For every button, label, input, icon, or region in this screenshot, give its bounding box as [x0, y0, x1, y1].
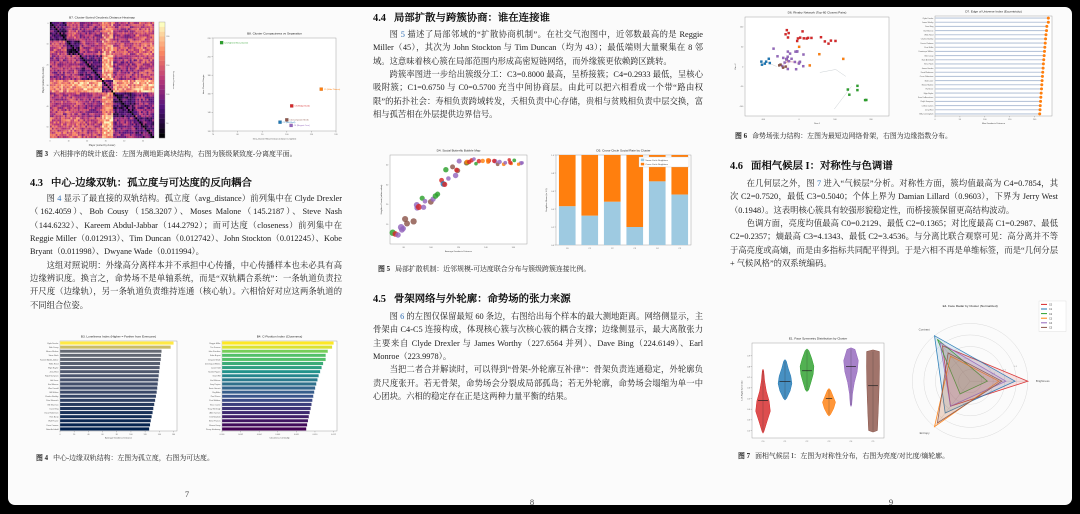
svg-text:0.3: 0.3	[747, 419, 750, 422]
svg-text:-100: -100	[760, 118, 766, 121]
svg-text:C1 (Mid Shell): C1 (Mid Shell)	[282, 121, 296, 124]
svg-text:Tim Duncan: Tim Duncan	[210, 347, 221, 350]
svg-text:70: 70	[211, 134, 215, 137]
svg-text:Dim-1: Dim-1	[814, 123, 820, 125]
svg-text:Average Geodesic Distance: Average Geodesic Distance	[444, 251, 473, 253]
figure3-caption	[36, 148, 356, 158]
svg-text:C2: C2	[610, 247, 614, 250]
svg-text:0.5: 0.5	[747, 398, 750, 401]
svg-text:10: 10	[46, 43, 49, 46]
svg-text:0: 0	[934, 118, 936, 121]
svg-text:Ray Allen: Ray Allen	[212, 392, 221, 395]
svg-text:Dennis Rodman: Dennis Rodman	[920, 42, 934, 45]
svg-text:Allen Iverson: Allen Iverson	[209, 412, 221, 415]
svg-text:Pete Maravich: Pete Maravich	[46, 400, 59, 403]
svg-text:0.006: 0.006	[275, 433, 281, 436]
svg-text:10: 10	[67, 140, 70, 143]
svg-text:Karl Malone: Karl Malone	[210, 379, 221, 382]
svg-text:100: 100	[285, 134, 289, 137]
svg-text:Nate Archibald: Nate Archibald	[921, 59, 934, 62]
svg-text:100: 100	[429, 246, 433, 249]
section-4-3-body	[30, 192, 342, 312]
figure5-caption-label: 图 5	[378, 266, 391, 273]
svg-text:Moses Malone: Moses Malone	[46, 351, 59, 354]
svg-text:200: 200	[166, 35, 170, 38]
svg-text:0.4: 0.4	[992, 373, 995, 376]
svg-text:50: 50	[141, 140, 144, 143]
svg-text:0: 0	[47, 23, 49, 25]
figure-reference-link[interactable]: 4	[57, 194, 62, 203]
section-4-4-heading	[373, 9, 550, 24]
svg-text:0.2: 0.2	[747, 430, 750, 433]
svg-text:100: 100	[983, 118, 987, 121]
svg-text:0.8: 0.8	[551, 172, 554, 175]
svg-text:0.004: 0.004	[256, 433, 262, 436]
section-4-5-body	[373, 310, 703, 403]
section-4-5-heading	[373, 290, 571, 305]
svg-text:120: 120	[334, 134, 338, 137]
svg-text:Earl Monroe: Earl Monroe	[923, 30, 934, 33]
svg-text:Billy Cunningham: Billy Cunningham	[919, 113, 934, 116]
svg-text:Dim-2: Dim-2	[735, 63, 737, 70]
svg-text:220: 220	[207, 37, 211, 40]
svg-text:D6. Rivalry Network (Top-60 Cl: D6. Rivalry Network (Top-60 Closest Pairs)	[787, 10, 847, 15]
section-4-6-body	[730, 177, 1058, 270]
svg-text:100: 100	[739, 26, 744, 29]
svg-text:160: 160	[171, 433, 176, 436]
body-paragraph: 图 4 显示了最直接的双轨结构。孤立度（avg_distance）前列集中在 Clyde Drexler（162.4059）、Bob Cousy（158.3207）、Moses Malone（145.2187）、Steve Nash（144.6232）、Kareem Abdul-Jabbar（144.2792）；而可达度（closeness）前列集中在 Reggie Miller（0.012913）、Tim Duncan（0.012742）、John Stockton（0.012245）、Kobe Bryant（0.011998）、Dwyane Wade（0.011994）。	[30, 194, 342, 257]
section-title: 中心-边缘双轨：孤立度与可达度的反向耦合	[51, 178, 252, 189]
svg-text:-50: -50	[740, 86, 744, 89]
svg-text:C3: C3	[633, 247, 637, 250]
svg-text:Cross-Circle Neighbors: Cross-Circle Neighbors	[645, 164, 669, 167]
svg-text:80: 80	[236, 134, 239, 137]
svg-text:David Robinson: David Robinson	[920, 71, 934, 74]
svg-text:140: 140	[157, 433, 161, 436]
svg-text:Bob Lanier: Bob Lanier	[924, 80, 934, 83]
svg-text:0: 0	[742, 66, 744, 69]
section-title: 局部扩散与跨簇协商：谁在连接谁	[394, 13, 550, 24]
svg-text:0.4: 0.4	[551, 208, 554, 211]
svg-text:50: 50	[958, 118, 962, 121]
svg-text:0.010: 0.010	[312, 433, 318, 436]
svg-text:20: 20	[86, 140, 89, 143]
svg-text:Max Geodesic Distance: Max Geodesic Distance	[981, 122, 1006, 125]
svg-text:Dominique Wilkins: Dominique Wilkins	[204, 363, 221, 366]
svg-text:0.4: 0.4	[747, 408, 750, 411]
svg-text:40: 40	[87, 433, 90, 436]
svg-text:110: 110	[309, 134, 314, 137]
svg-text:Jerry West: Jerry West	[49, 371, 59, 374]
svg-text:Contrast: Contrast	[918, 327, 930, 332]
svg-text:50: 50	[740, 46, 744, 49]
svg-text:200: 200	[869, 118, 873, 121]
svg-text:C2 (Tightest Micro-Cluster): C2 (Tightest Micro-Cluster)	[224, 42, 249, 45]
page-number: 9	[888, 497, 894, 505]
figure4-caption-label: 图 4	[36, 455, 49, 462]
svg-text:Shawn Kemp: Shawn Kemp	[209, 424, 221, 427]
svg-text:C5 (Wide Plateau): C5 (Wide Plateau)	[323, 88, 341, 91]
svg-text:120: 120	[143, 433, 147, 436]
svg-text:Charles Barkley: Charles Barkley	[920, 38, 934, 41]
svg-text:Kareem Abdul-Jabbar: Kareem Abdul-Jabbar	[40, 359, 59, 362]
figure3-caption-text: 六相排序的统计底盘：左图为测地距离块结构，右图为簇级紧致度-分离度平面。	[53, 151, 297, 158]
svg-text:C4: C4	[655, 247, 659, 250]
svg-text:C2: C2	[805, 440, 809, 443]
svg-text:Dave Bing: Dave Bing	[925, 26, 934, 29]
svg-text:Elgin Baylor: Elgin Baylor	[48, 367, 59, 370]
svg-text:LeBron James: LeBron James	[921, 105, 934, 108]
fig5-cross-circle-stacked-chart	[540, 146, 696, 258]
svg-text:Paul Pierce: Paul Pierce	[210, 396, 221, 399]
svg-text:0: 0	[798, 118, 800, 121]
fig5-bubble-map-chart	[375, 146, 532, 258]
svg-text:Steve Francis: Steve Francis	[208, 420, 221, 423]
svg-text:0.012: 0.012	[331, 433, 336, 436]
svg-text:C0 (Composite Shell): C0 (Composite Shell)	[289, 119, 309, 122]
svg-text:Average Geodesic Distance: Average Geodesic Distance	[104, 437, 133, 440]
svg-text:Dave Cowens: Dave Cowens	[46, 424, 59, 427]
svg-text:Brightness: Brightness	[1035, 379, 1050, 384]
svg-text:Oscar Robertson: Oscar Robertson	[919, 76, 934, 79]
svg-text:1.0: 1.0	[551, 154, 554, 157]
svg-text:0.6: 0.6	[747, 387, 750, 390]
svg-text:C1: C1	[588, 247, 592, 250]
svg-text:100: 100	[833, 118, 837, 121]
svg-text:Dave DeBusschere: Dave DeBusschere	[917, 96, 934, 99]
svg-text:E4. Face Radar by Cluster (Nor: E4. Face Radar by Cluster (Normalized)	[942, 304, 998, 308]
svg-text:Steve Nash: Steve Nash	[924, 63, 934, 66]
svg-text:40: 40	[385, 164, 389, 167]
svg-text:0: 0	[49, 140, 51, 143]
svg-text:Tracy McGrady: Tracy McGrady	[207, 408, 221, 411]
svg-text:Reggie Miller: Reggie Miller	[209, 342, 221, 345]
svg-text:Bob Cousy: Bob Cousy	[49, 347, 59, 350]
section-4-3-heading	[30, 174, 252, 189]
svg-text:Same-Circle Neighbors: Same-Circle Neighbors	[645, 159, 669, 162]
svg-text:30: 30	[104, 140, 107, 143]
figure-reference-link[interactable]: 7	[817, 179, 822, 188]
svg-text:Dominique Wilkins: Dominique Wilkins	[918, 51, 934, 54]
svg-text:Hal Greer: Hal Greer	[925, 88, 934, 91]
section-number: 4.4	[373, 13, 386, 24]
svg-text:Clyde Drexler: Clyde Drexler	[922, 17, 934, 20]
page-number: 7	[184, 489, 190, 499]
page-7	[8, 7, 365, 505]
svg-text:80: 80	[115, 433, 118, 436]
svg-text:Closeness Centrality: Closeness Centrality	[269, 437, 290, 440]
svg-text:Dave Bing: Dave Bing	[49, 408, 59, 411]
svg-text:Walt Frazier: Walt Frazier	[48, 420, 59, 423]
section-number: 4.5	[373, 294, 386, 305]
svg-text:James Harden: James Harden	[921, 67, 934, 70]
figure6-caption	[735, 130, 1065, 140]
svg-text:Steve Nash: Steve Nash	[48, 355, 59, 358]
svg-text:B7. Cluster-Sorted Geodesic Di: B7. Cluster-Sorted Geodesic Distance Heatmap	[69, 15, 135, 20]
svg-text:C4: C4	[849, 440, 853, 443]
svg-text:C3 (Bridge Band): C3 (Bridge Band)	[294, 105, 310, 108]
svg-text:120: 120	[207, 130, 211, 133]
figure5-caption-text: 局部扩散机制：近邻规模-可达度联合分布与簇级跨簇连接比例。	[395, 266, 591, 273]
page-9	[722, 7, 1072, 505]
fig3-heatmap-chart	[38, 12, 180, 152]
figure-reference-link[interactable]: 6	[400, 312, 405, 321]
svg-text:20: 20	[46, 64, 49, 67]
svg-text:Entropy: Entropy	[919, 431, 930, 436]
figure3-caption-label: 图 3	[36, 151, 49, 158]
svg-text:Chris Mullin: Chris Mullin	[924, 46, 934, 49]
figure4-caption-text: 中心-边缘双轨结构：左图为孤立度，右图为可达度。	[53, 455, 214, 462]
figure7-caption	[738, 450, 1068, 460]
figure5-caption	[378, 263, 708, 273]
svg-text:120: 120	[456, 246, 461, 249]
svg-text:0.002: 0.002	[238, 433, 243, 436]
svg-text:0: 0	[59, 433, 61, 436]
svg-text:C3: C3	[1049, 317, 1053, 321]
svg-text:50: 50	[166, 122, 169, 125]
section-number: 4.6	[730, 161, 743, 172]
svg-text:D4. Social Butterfly Bubble Ma: D4. Social Butterfly Bubble Map	[436, 148, 481, 153]
svg-text:0.9: 0.9	[747, 355, 750, 358]
svg-text:Geodesic Distance: Geodesic Distance	[172, 70, 174, 90]
svg-text:C4: C4	[1049, 322, 1053, 325]
pdf-canvas	[8, 7, 1072, 505]
svg-text:140: 140	[207, 112, 211, 115]
svg-text:C0: C0	[761, 440, 765, 443]
figure-reference-link[interactable]: 5	[400, 30, 405, 39]
svg-text:Bill Walton: Bill Walton	[49, 392, 59, 395]
svg-text:Inter-Cluster Margin: Inter-Cluster Margin	[203, 74, 205, 95]
svg-text:C0: C0	[1049, 303, 1053, 307]
section-4-6-heading	[730, 157, 893, 172]
section-number: 4.3	[30, 178, 43, 189]
svg-text:Ralph Sampson: Ralph Sampson	[44, 375, 59, 378]
svg-text:James Worthy: James Worthy	[921, 21, 934, 24]
svg-text:0.8: 0.8	[1014, 365, 1017, 368]
figure6-caption-label: 图 6	[735, 133, 748, 140]
svg-text:C1: C1	[783, 440, 787, 443]
figure7-caption-label: 图 7	[738, 453, 751, 460]
body-paragraph: 在几何层之外，图 7 进入“气候层”分析。对称性方面，簇均值最高为 C4=0.7854，其次 C2=0.7520，最低 C3=0.5040；个体上界为 Damian Lillard（0.9603），下界为 Jerry West（0.1948）。这表明核心簇具有较强形貌稳定性，而桥接簇保留更高结构波动。	[730, 179, 1058, 215]
svg-text:20: 20	[73, 433, 76, 436]
svg-text:10: 10	[385, 224, 389, 227]
fig3-compactness-scatter-chart	[196, 28, 342, 146]
svg-text:0.008: 0.008	[293, 433, 299, 436]
svg-text:80: 80	[402, 246, 405, 249]
svg-text:Dirk Nowitzki: Dirk Nowitzki	[209, 416, 221, 419]
svg-text:B4. C-Position Index (Closenes: B4. C-Position Index (Closeness)	[256, 334, 303, 339]
svg-text:B3. Loneliness Index (Higher =: B3. Loneliness Index (Higher = Farther from Everyone)	[80, 334, 157, 339]
svg-text:John Stockton: John Stockton	[208, 351, 221, 354]
svg-text:0.7: 0.7	[747, 376, 750, 379]
svg-text:30: 30	[46, 85, 49, 88]
svg-text:Scottie Pippen: Scottie Pippen	[208, 371, 221, 374]
svg-text:Clyde Drexler: Clyde Drexler	[46, 342, 59, 345]
svg-text:60: 60	[101, 433, 104, 436]
svg-text:40: 40	[46, 105, 49, 108]
body-paragraph: 图 5 描述了局部邻域的“扩散协商机制”。在社交气泡图中，近邻数最高的是 Reggie Miller（45），其次为 John Stockton 与 Tim Duncan（均为 43）；最低端则大量聚集在 8 邻域。这意味着核心簇在局部范围内形成高密短链网络，而外缘簇更依赖跨区跳转。	[373, 30, 703, 66]
svg-text:40: 40	[123, 140, 126, 143]
svg-text:Neighbor Count (within radius): Neighbor Count (within radius)	[381, 184, 383, 215]
svg-text:Dwyane Wade: Dwyane Wade	[208, 359, 221, 362]
svg-text:160: 160	[511, 246, 515, 249]
svg-text:100: 100	[166, 93, 170, 96]
svg-text:160: 160	[207, 93, 211, 96]
svg-text:Left-Right Symmetry: Left-Right Symmetry	[741, 380, 744, 401]
svg-text:Vince Carter: Vince Carter	[209, 404, 221, 407]
svg-text:Jason Kidd: Jason Kidd	[211, 367, 221, 370]
fig6-eccentricity-chart	[898, 8, 1060, 129]
svg-text:0.000: 0.000	[219, 433, 225, 436]
svg-text:0.2: 0.2	[551, 226, 554, 229]
figure6-caption-text: 命势场张力结构：左图为最短边网络骨架，右图为边缘指数分布。	[752, 133, 952, 140]
svg-text:180: 180	[207, 75, 211, 77]
svg-text:C3: C3	[827, 440, 831, 443]
section-title: 面相气候层 I：对称性与色调谱	[751, 161, 893, 172]
svg-text:Bob Cousy: Bob Cousy	[924, 55, 934, 58]
svg-text:Rick Barry: Rick Barry	[49, 416, 59, 419]
fig6-network-chart	[730, 8, 894, 129]
fig4-loneliness-bar-chart	[30, 332, 182, 444]
figure4-caption	[36, 452, 336, 462]
svg-text:E1. Face Symmetry Distribution: E1. Face Symmetry Distribution by Cluster	[788, 336, 848, 341]
svg-text:30: 30	[385, 184, 389, 187]
svg-text:Ralph Sampson: Ralph Sampson	[920, 101, 934, 104]
svg-text:Willis Reed: Willis Reed	[924, 34, 934, 37]
svg-text:Gary Payton: Gary Payton	[209, 383, 221, 386]
svg-text:200: 200	[207, 56, 211, 59]
svg-text:Grant Hill: Grant Hill	[212, 375, 221, 378]
svg-text:Hal Greer: Hal Greer	[50, 379, 59, 382]
svg-text:Jerry West: Jerry West	[924, 109, 934, 112]
svg-text:Bill Sharman: Bill Sharman	[47, 404, 59, 407]
svg-text:Moses Malone: Moses Malone	[921, 84, 934, 87]
svg-text:0.6: 0.6	[1003, 369, 1006, 372]
svg-text:150: 150	[1008, 118, 1012, 121]
svg-text:Chris Webber: Chris Webber	[208, 400, 221, 403]
svg-text:Penny Hardaway: Penny Hardaway	[205, 428, 221, 431]
svg-text:Wes Unseld: Wes Unseld	[48, 387, 59, 390]
svg-text:C5: C5	[1049, 326, 1053, 330]
svg-text:90: 90	[261, 134, 264, 137]
svg-text:C1: C1	[1049, 308, 1053, 312]
body-paragraph: 跨簇率图进一步给出簇级分工：C3=0.8000 最高，呈桥接簇；C4=0.2933 最低，呈核心吸附簇；C1=0.6750 与 C0=0.5700 充当中间协商层。由此可以把六相看成一个带“路由权限”的拓扑社会：寿相负责跨域转发，夭相负责中心存储，贵相与贫贱相负责中层交换，富相与孤苦相在外层提供边界信号。	[373, 70, 703, 120]
svg-text:140: 140	[484, 246, 488, 249]
svg-text:Player (sorted by cluster): Player (sorted by cluster)	[88, 144, 116, 147]
svg-text:Elgin Baylor: Elgin Baylor	[923, 92, 934, 95]
svg-text:Kevin Garnett: Kevin Garnett	[208, 387, 221, 390]
fig7-face-radar-chart	[890, 298, 1068, 452]
body-paragraph: 图 6 的左图仅保留最短 60 条边，右图给出每个样本的最大测地距离。网络侧显示，主骨架由 C4-C5 连接构成，体现核心簇与次核心簇的耦合支撑；边缘侧显示，最大离散张力主要来自 Clyde Drexler 与 James Worthy（227.6564 并列）、Dave Bing（224.6149）、Earl Monroe（223.9978）。	[373, 312, 703, 362]
svg-text:Earl Monroe: Earl Monroe	[48, 383, 59, 386]
svg-text:Intra-Cluster Mean Distance (l: Intra-Cluster Mean Distance (lower is tighter)	[252, 138, 297, 141]
svg-text:C2: C2	[1049, 312, 1053, 316]
svg-text:0.0: 0.0	[551, 244, 554, 247]
page-8	[365, 7, 722, 505]
page-number: 8	[529, 497, 535, 505]
svg-text:C0: C0	[565, 247, 569, 250]
svg-text:20: 20	[385, 204, 389, 207]
body-paragraph: 这组对照说明：外缘高分离样本并不承担中心传播，中心传播样本也未必具有高边缘辨识度。换言之，命势场不是单轴系统，而是“双轨耦合系统”：一条轨道负责拉开尺度（边缘轨），另一条轨道负责维持连通（核心轨）。六相恰好对应这两条轨道的不同组合位姿。	[30, 260, 342, 310]
svg-text:Player (sorted by cluster): Player (sorted by cluster)	[42, 66, 45, 94]
svg-text:C5: C5	[871, 440, 875, 443]
svg-text:-100: -100	[739, 105, 744, 108]
svg-text:C5: C5	[678, 247, 682, 250]
section-4-4-body	[373, 28, 703, 121]
svg-text:D7. Edge of Universe Index (Ec: D7. Edge of Universe Index (Eccentricity)	[965, 9, 1022, 14]
svg-text:D5. Cross-Circle Social Rate b: D5. Cross-Circle Social Rate by Cluster	[596, 148, 651, 153]
svg-text:C4 (Magnet Core): C4 (Magnet Core)	[293, 125, 310, 128]
svg-text:Nate Archibald: Nate Archibald	[46, 428, 59, 431]
fig7-symmetry-violin-chart	[736, 332, 888, 450]
svg-text:Neighbor Share (to 1.0): Neighbor Share (to 1.0)	[546, 188, 548, 212]
svg-text:200: 200	[1032, 118, 1037, 121]
svg-text:0.6: 0.6	[551, 190, 554, 193]
fig4-closeness-bar-chart	[192, 332, 342, 444]
svg-text:100: 100	[129, 433, 133, 436]
body-paragraph: 当把二者合并解读时，可以得到“骨架-外轮廓互补律”：骨架负责连通稳定，外轮廓负责尺度张开。若无骨架，命势场会分裂成局部孤岛；若无外轮廓，命势场会塌缩为单一中心团块。六相的稳定存在正是这两种力量平衡的结果。	[373, 365, 703, 402]
svg-text:Oscar Robertson: Oscar Robertson	[44, 412, 59, 415]
svg-text:Willis Reed: Willis Reed	[48, 363, 59, 366]
svg-text:0.8: 0.8	[747, 366, 750, 369]
svg-text:150: 150	[166, 64, 170, 67]
svg-text:Charles Barkley: Charles Barkley	[45, 396, 59, 399]
svg-text:Kobe Bryant: Kobe Bryant	[209, 355, 221, 358]
svg-text:B8. Cluster Compactness vs Sep: B8. Cluster Compactness vs Separation	[247, 31, 302, 36]
svg-text:0.2: 0.2	[981, 376, 984, 379]
body-paragraph: 色调方面，亮度均值最高 C0=0.2129、最低 C2=0.1365；对比度最高 C1=0.2987、最低 C2=0.2357；熵最高 C3=4.1343、最低 C2=3.4536。与分离比联合观察可见：高分离并不等于高亮度或高熵，而是由多指标共同配平得到。于是六相不再是单维标签，而是“几何分层 + 气候风格”的双系统编码。	[730, 219, 1058, 269]
svg-text:50: 50	[46, 126, 49, 129]
figure7-caption-text: 面相气候层 I：左图为对称性分布，右图为亮度/对比度/熵轮廓。	[755, 453, 949, 460]
section-title: 骨架网络与外轮廓：命势场的张力来源	[394, 294, 571, 305]
